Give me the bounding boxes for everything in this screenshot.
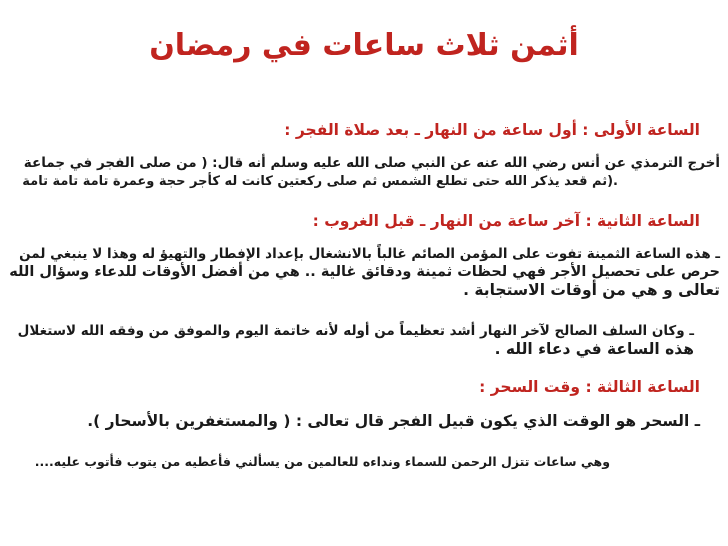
third-hour-line-1: ـ السحر هو الوقت الذي يكون قبيل الفجر قال تعالى : ( والمستغفرين بالأسحار ). <box>87 412 700 430</box>
slide-title: أثمن ثلاث ساعات في رمضان <box>149 28 579 63</box>
second-hour-line-2: حرص على تحصيل الأجر فهي لحظات ثمينة ودقائق غالية .. هي من أفضل الأوقات للدعاء وسؤال الله <box>9 264 720 280</box>
section-heading-third-hour: الساعة الثالثة : وقت السحر : <box>479 378 700 396</box>
hadith-line-2: .(ثم قعد يذكر الله حتى تطلع الشمس ثم صلى ركعتين كانت له كأجر حجة وعمرة تامة تامة تامة <box>22 174 618 189</box>
second-hour-line-3: تعالى و هي من أوقات الاستجابة . <box>463 281 720 299</box>
second-hour-line-1: ـ هذه الساعة الثمينة تفوت على المؤمن الصائم غالباً بالانشغال بإعداد الإفطار والتهيؤ له وهذا لا ينبغي لمن <box>19 246 720 262</box>
second-hour-line-4: ـ وكان السلف الصالح لآخر النهار أشد تعظيماً من أوله لأنه خاتمة اليوم والموفق من وفقه الله لاستغلال <box>17 323 694 339</box>
second-hour-line-5: هذه الساعة في دعاء الله . <box>494 340 694 358</box>
third-hour-line-2: وهي ساعات تتزل الرحمن للسماء ونداءه للعالمين من يسألني فأعطيه من يتوب فأتوب عليه.... <box>34 454 610 469</box>
section-heading-first-hour: الساعة الأولى : أول ساعة من النهار ـ بعد صلاة الفجر : <box>284 121 700 139</box>
hadith-line-1: أخرج الترمذي عن أنس رضي الله عنه عن النبي صلى الله عليه وسلم أنه قال: ( من صلى الفجر في جماعة <box>23 155 720 171</box>
section-heading-second-hour: الساعة الثانية : آخر ساعة من النهار ـ قبل الغروب : <box>312 212 700 230</box>
